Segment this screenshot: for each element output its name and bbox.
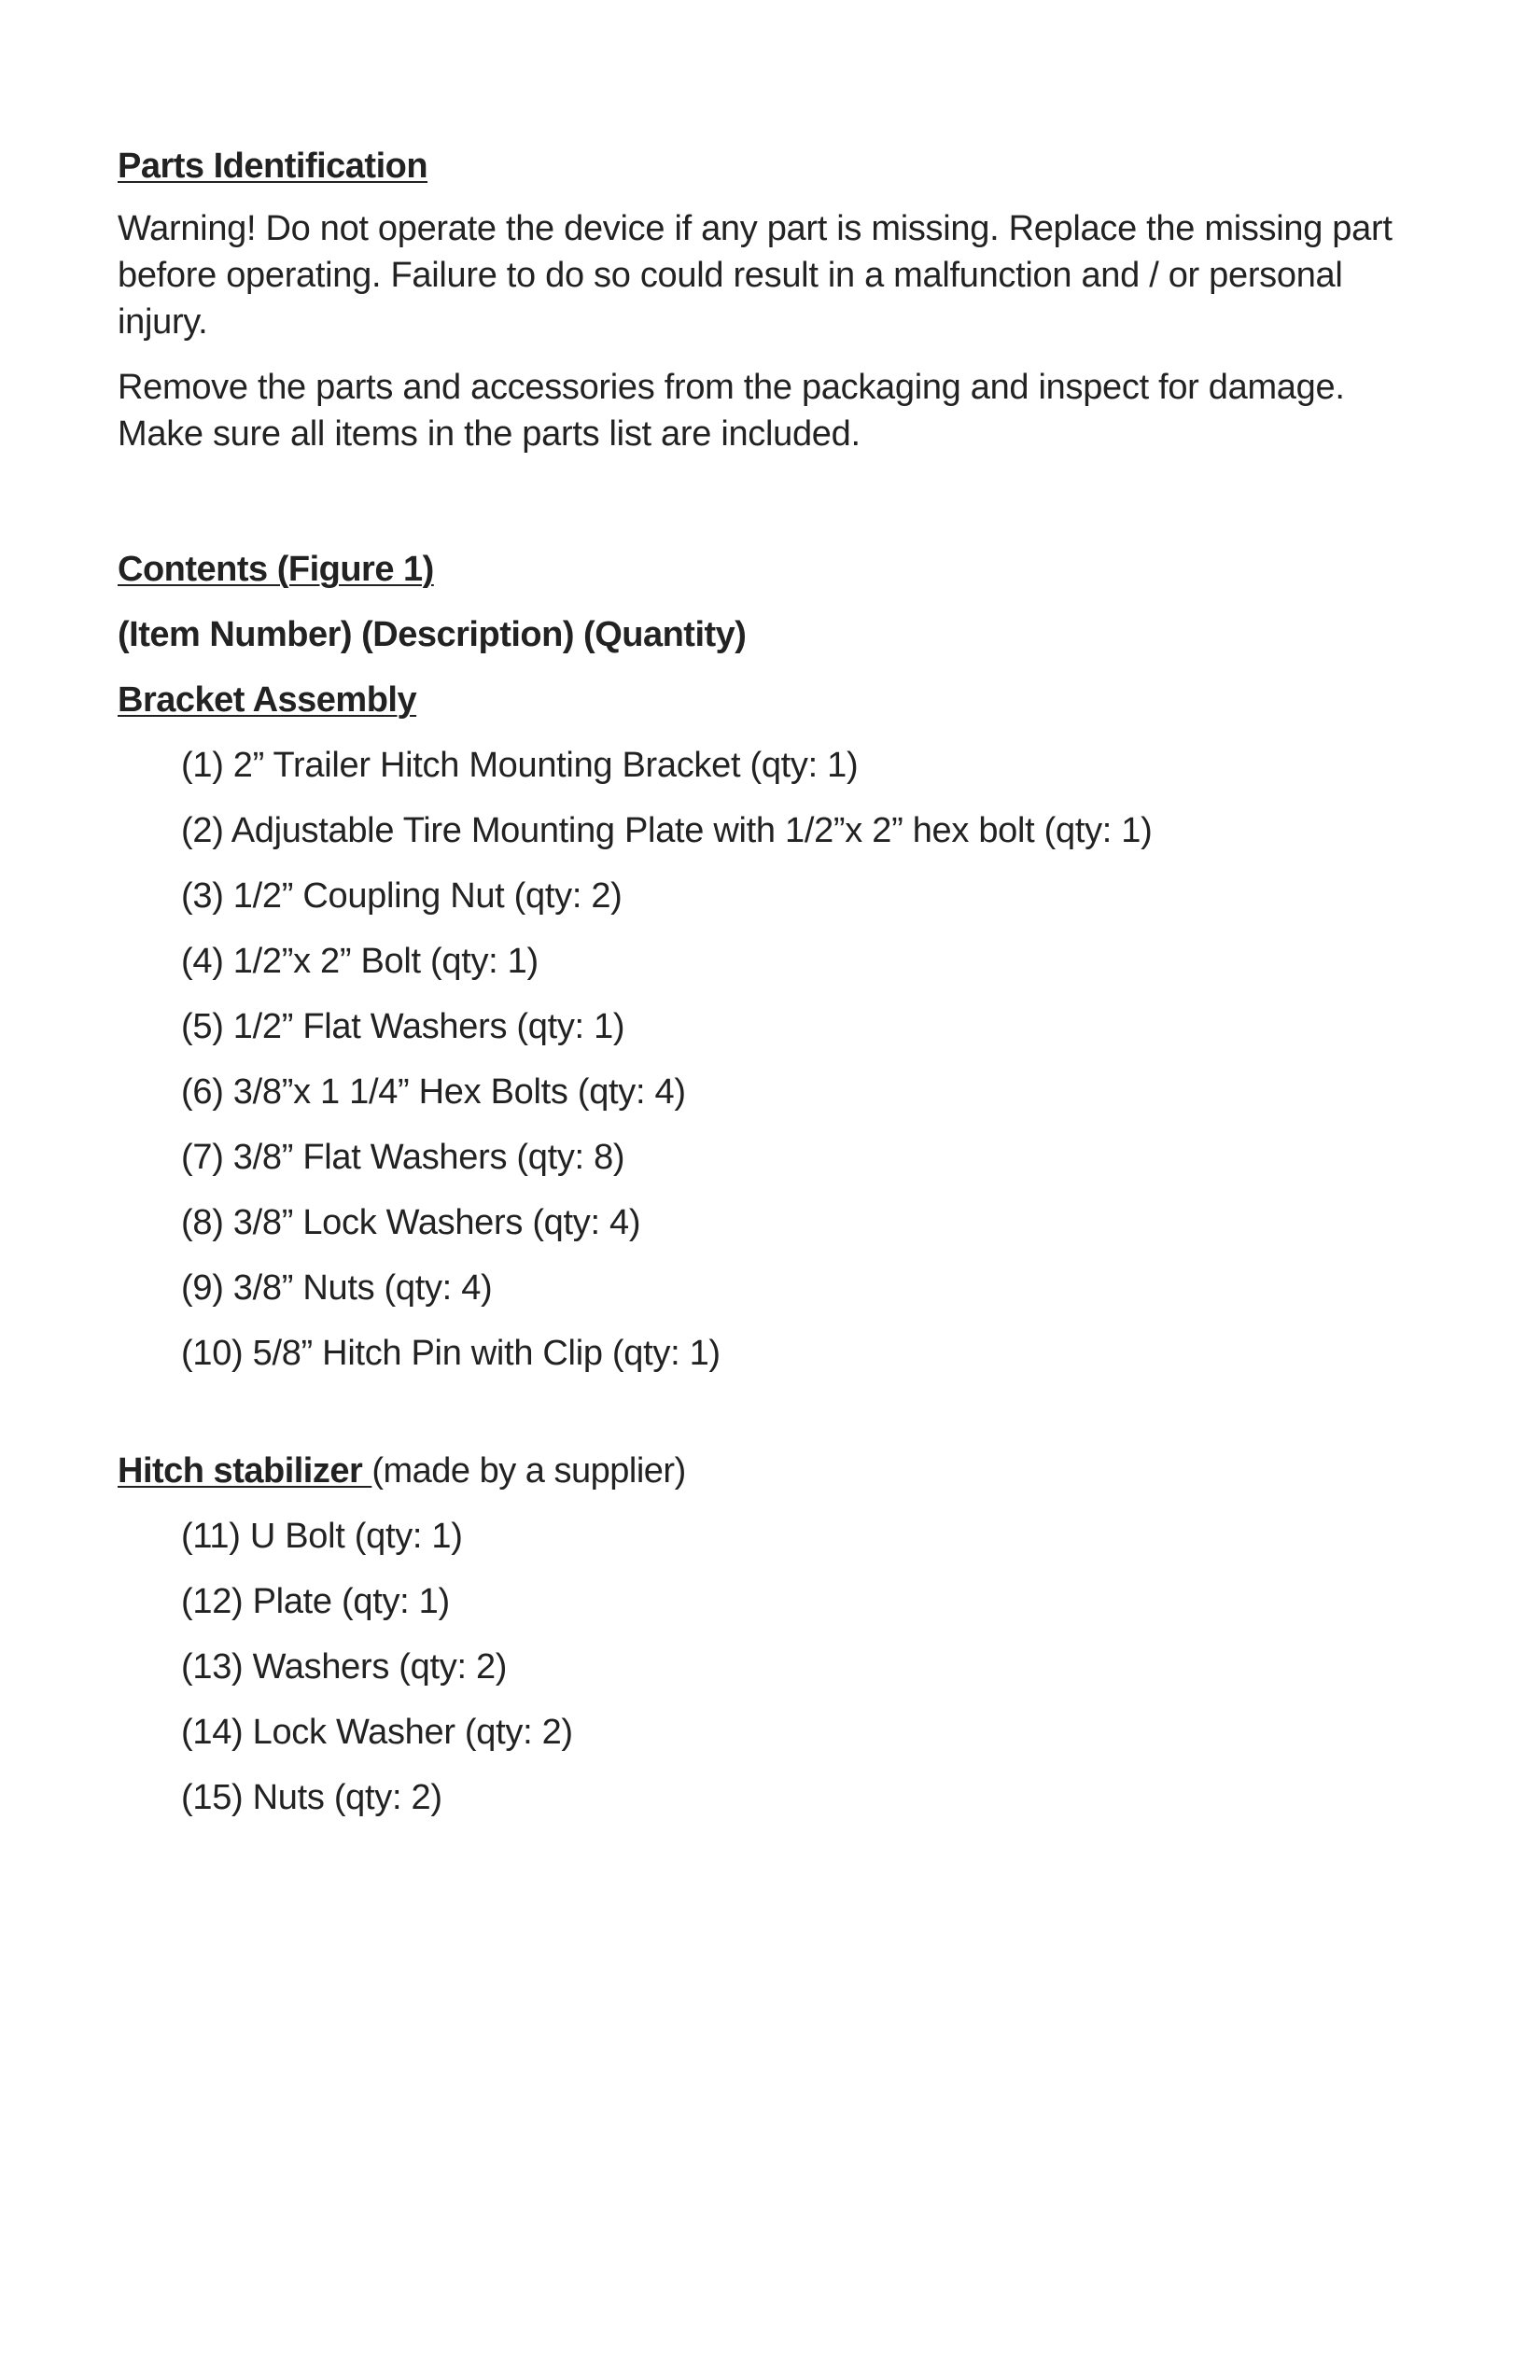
inspection-paragraph: Remove the parts and accessories from the packaging and inspect for damage. Make sure all items in the parts list are included.	[118, 368, 1345, 454]
hitch-stabilizer-note: (made by a supplier)	[371, 1451, 686, 1491]
bracket-assembly-list	[181, 739, 1424, 1379]
list-item: (8) 3/8” Lock Washers (qty: 4)	[181, 1203, 641, 1242]
list-item: (13) Washers (qty: 2)	[181, 1647, 508, 1687]
list-item: (6) 3/8”x 1 1/4” Hex Bolts (qty: 4)	[181, 1072, 686, 1112]
list-item: (11) U Bolt (qty: 1)	[181, 1517, 463, 1556]
list-item: (2) Adjustable Tire Mounting Plate with 1/2”x 2” hex bolt (qty: 1)	[181, 811, 1153, 850]
list-item: (1) 2” Trailer Hitch Mounting Bracket (qty: 1)	[181, 746, 859, 785]
warning-paragraph: Warning! Do not operate the device if any part is missing. Replace the missing part before operating. Failure to do so could result in a malfunction and / or personal injury.	[118, 209, 1393, 342]
document-page	[118, 140, 1424, 1837]
list-item: (3) 1/2” Coupling Nut (qty: 2)	[181, 876, 623, 916]
parts-identification-heading: Parts Identification	[118, 147, 428, 186]
hitch-stabilizer-list	[181, 1510, 1424, 1824]
column-header: (Item Number) (Description) (Quantity)	[118, 615, 747, 654]
hitch-stabilizer-heading	[118, 1445, 1424, 1497]
list-item: (9) 3/8” Nuts (qty: 4)	[181, 1268, 493, 1308]
list-item: (15) Nuts (qty: 2)	[181, 1778, 442, 1817]
list-item: (7) 3/8” Flat Washers (qty: 8)	[181, 1138, 625, 1177]
list-item: (14) Lock Washer (qty: 2)	[181, 1713, 573, 1752]
list-item: (12) Plate (qty: 1)	[181, 1582, 450, 1621]
hitch-stabilizer-title: Hitch stabilizer	[118, 1451, 372, 1491]
list-item: (4) 1/2”x 2” Bolt (qty: 1)	[181, 942, 539, 981]
contents-heading: Contents (Figure 1)	[118, 550, 434, 589]
bracket-assembly-heading: Bracket Assembly	[118, 680, 417, 720]
list-item: (5) 1/2” Flat Washers (qty: 1)	[181, 1007, 625, 1046]
list-item: (10) 5/8” Hitch Pin with Clip (qty: 1)	[181, 1334, 721, 1373]
